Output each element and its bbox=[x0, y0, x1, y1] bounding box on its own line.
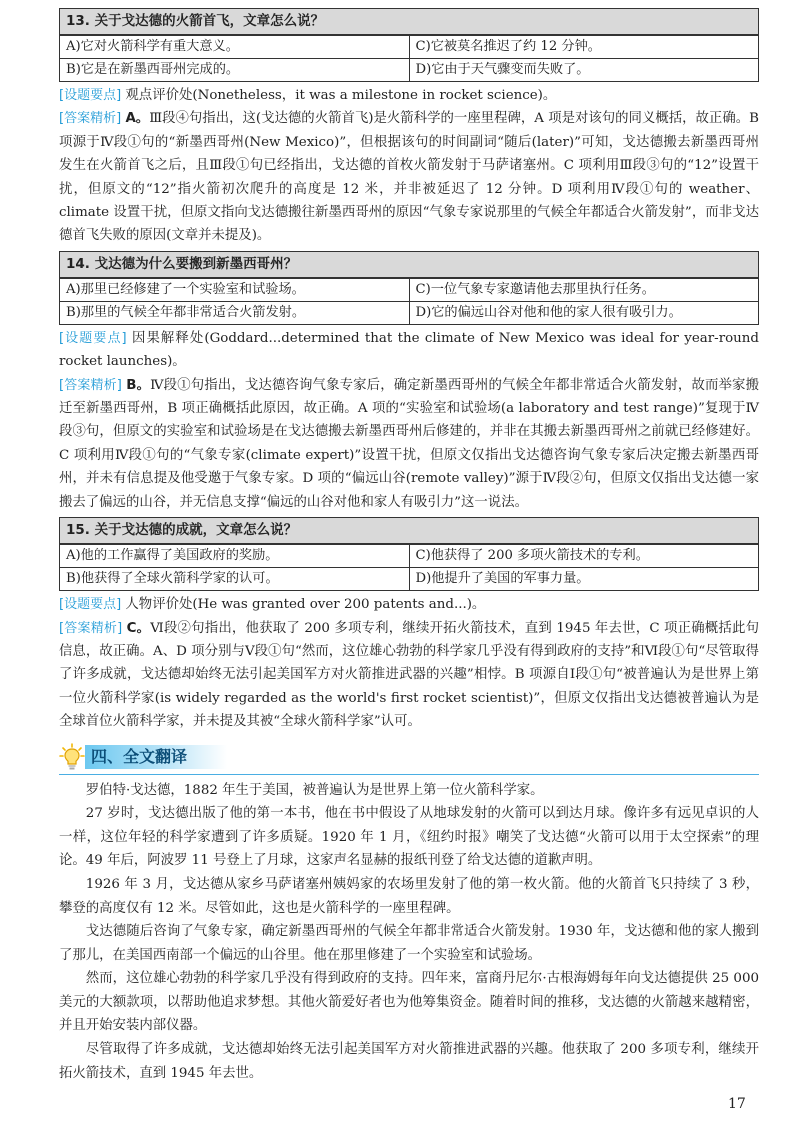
section-header bbox=[59, 742, 759, 772]
analysis-text: Ⅳ段①句指出，戈达德咨询气象专家后，确定新墨西哥州的气候全年都非常适合火箭发射，故而举家搬迁至新墨西哥州，B 项正确概括此原因，故正确。A 项的“实验室和试验场(a laboratory and test range)”复现于Ⅳ段③句，但原文的实验室和试验场是在戈达德搬去新墨西哥州后修建的，并非在其搬去新墨西哥州之前就已经修建好。C 项利用Ⅳ段①句的“气象专家(climate expert)”设置干扰，但原文仅指出戈达德咨询气象专家后决定搬去新墨西哥州，并未有信息提及他受邀于气象专家。D 项的“偏远山谷(remote valley)”源于Ⅳ段②句，但原文仅指出戈达德一家搬去了偏远的山谷，并无信息支撑“偏远的山谷对他和家人有吸引力”这一说法。 bbox=[59, 377, 759, 510]
translation-paragraph-3: 1926 年 3 月，戈达德从家乡马萨诸塞州姨妈家的农场里发射了他的第一枚火箭。他的火箭首飞只持续了 3 秒，攀登的高度仅有 12 米。尽管如此，这也是火箭科学的一座里程碑。 bbox=[59, 876, 759, 916]
answer-letter: A。 bbox=[125, 111, 150, 127]
question-14-option-d: D)它的偏远山谷对他和他的家人很有吸引力。 bbox=[409, 302, 759, 324]
page-number: 17 bbox=[728, 1096, 746, 1112]
question-13-row-1 bbox=[60, 35, 758, 58]
question-14-option-a: A)那里已经修建了一个实验室和试验场。 bbox=[66, 281, 305, 297]
section-title: 四、全文翻译 bbox=[85, 745, 227, 769]
point-text: 因果解释处(Goddard...determined that the climate of New Mexico was ideal for year-round rocket launches)。 bbox=[59, 330, 759, 370]
question-14-option-b: B)那里的气候全年都非常适合火箭发射。 bbox=[66, 304, 306, 320]
analysis-text: Ⅲ段④句指出，这(戈达德的火箭首飞)是火箭科学的一座里程碑，A 项是对该句的同义概括，故正确。B 项源于Ⅳ段①句的“新墨西哥州(New Mexico)”，但根据该句的时间副词“随后(later)”可知，戈达德搬去新墨西哥州发生在火箭首飞之后，且Ⅲ段①句已经指出，戈达德的首枚火箭发射于马萨诸塞州。C 项利用Ⅲ段③句的“12”设置干扰，但原文的“12”指火箭初次爬升的高度是 12 米，并非被延迟了 12 分钟。D 项利用Ⅳ段①句的 weather、climate 设置干扰，但原文指向戈达德搬往新墨西哥州的原因“气象专家说那里的气候全年都适合火箭发射”，而非戈达德首飞失败的原因(文章并未提及)。 bbox=[59, 111, 759, 244]
question-13-option-b: B)它是在新墨西哥州完成的。 bbox=[66, 62, 240, 77]
translation-paragraph-6: 尽管取得了许多成就，戈达德却始终无法引起美国军方对火箭推进武器的兴趣。他获取了 200 多项专利，继续开拓火箭技术，直到 1945 年去世。 bbox=[59, 1042, 759, 1081]
question-13-point bbox=[59, 84, 759, 107]
page-content bbox=[59, 8, 759, 1085]
question-15-box bbox=[59, 517, 759, 591]
analysis-tag: [答案精析] bbox=[59, 111, 122, 127]
analysis-tag: [答案精析] bbox=[59, 377, 122, 393]
analysis-tag: [答案精析] bbox=[59, 620, 123, 636]
translation-paragraph-1: 罗伯特·戈达德，1882 年生于美国，被普遍认为是世界上第一位火箭科学家。 bbox=[85, 782, 544, 798]
point-tag: [设题要点] bbox=[59, 597, 122, 613]
question-14-analysis bbox=[59, 374, 759, 514]
point-text: 观点评价处(Nonetheless，it was a milestone in rocket science)。 bbox=[125, 88, 557, 103]
question-13-option-c: C)它被莫名推迟了约 12 分钟。 bbox=[409, 36, 759, 58]
question-15-option-a: A)他的工作赢得了美国政府的奖励。 bbox=[66, 548, 279, 564]
answer-letter: C。 bbox=[126, 620, 151, 636]
question-14-title: 14. 戈达德为什么要搬到新墨西哥州？ bbox=[60, 252, 758, 278]
question-14-point bbox=[59, 327, 759, 374]
translation-paragraph-5: 然而，这位雄心勃勃的科学家几乎没有得到政府的支持。四年来，富商丹尼尔·古根海姆每年向戈达德提供 25 000 美元的大额款项，以帮助他追求梦想。其他火箭爱好者也为他筹集资金。随着时间的推移，戈达德的火箭越来越精密，并且开始安装内部仪器。 bbox=[59, 971, 759, 1034]
question-13-title: 13. 关于戈达德的火箭首飞，文章怎么说？ bbox=[60, 9, 758, 35]
question-14-option-c: C)一位气象专家邀请他去那里执行任务。 bbox=[409, 279, 759, 301]
question-13-analysis bbox=[59, 107, 759, 247]
translation-body bbox=[59, 779, 759, 1086]
translation-paragraph-4: 戈达德随后咨询了气象专家，确定新墨西哥州的气候全年都非常适合火箭发射。1930 年，戈达德和他的家人搬到了那儿，在美国西南部一个偏远的山谷里。他在那里修建了一个实验室和试验场。 bbox=[59, 924, 759, 963]
point-text: 人物评价处(He was granted over 200 patents and...)。 bbox=[125, 597, 486, 613]
question-13-option-d: D)它由于天气骤变而失败了。 bbox=[409, 59, 759, 81]
translation-paragraph-2: 27 岁时，戈达德出版了他的第一本书，他在书中假设了从地球发射的火箭可以到达月球。像许多有远见卓识的人一样，这位年轻的科学家遭到了许多质疑。1920 年 1 月，《纽约时报》嘲笑了戈达德“火箭可以用于太空探索”的理论。49 年后，阿波罗 11 号登上了月球，这家声名显赫的报纸刊登了给戈达德的道歉声明。 bbox=[59, 806, 759, 869]
point-tag: [设题要点] bbox=[59, 330, 127, 346]
question-15-analysis bbox=[59, 617, 759, 734]
point-tag: [设题要点] bbox=[59, 88, 122, 103]
analysis-text: Ⅵ段②句指出，他获取了 200 多项专利，继续开拓火箭技术，直到 1945 年去世，C 项正确概括此句信息，故正确。A、D 项分别与Ⅴ段①句“然而，这位雄心勃勃的科学家几乎没有得到政府的支持”和Ⅵ段①句“尽管取得了许多成就，戈达德却始终无法引起美国军方对火箭推进武器的兴趣”相悖。B 项源自Ⅰ段①句“被普遍认为是世界上第一位火箭科学家(is widely regarded as the world's first rocket scientist)”，但原文仅指出戈达德被普遍认为是全球首位火箭科学家，并未提及其被“全球火箭科学家”认可。 bbox=[59, 620, 759, 730]
question-13-box bbox=[59, 8, 759, 82]
question-14-row-2 bbox=[60, 301, 758, 324]
question-15-title: 15. 关于戈达德的成就，文章怎么说？ bbox=[60, 518, 758, 544]
question-15-option-c: C)他获得了 200 多项火箭技术的专利。 bbox=[409, 545, 759, 567]
question-14-row-1 bbox=[60, 278, 758, 301]
question-13-option-a: A)它对火箭科学有重大意义。 bbox=[66, 39, 239, 54]
question-15-option-d: D)他提升了美国的军事力量。 bbox=[409, 568, 759, 590]
question-15-row-2 bbox=[60, 567, 758, 590]
section-divider bbox=[59, 774, 759, 775]
question-14-box bbox=[59, 251, 759, 325]
question-15-option-b: B)他获得了全球火箭科学家的认可。 bbox=[66, 571, 279, 587]
question-15-point bbox=[59, 593, 759, 616]
question-15-row-1 bbox=[60, 544, 758, 567]
answer-letter: B。 bbox=[126, 377, 151, 393]
lightbulb-icon bbox=[59, 743, 85, 771]
question-13-row-2 bbox=[60, 58, 758, 81]
